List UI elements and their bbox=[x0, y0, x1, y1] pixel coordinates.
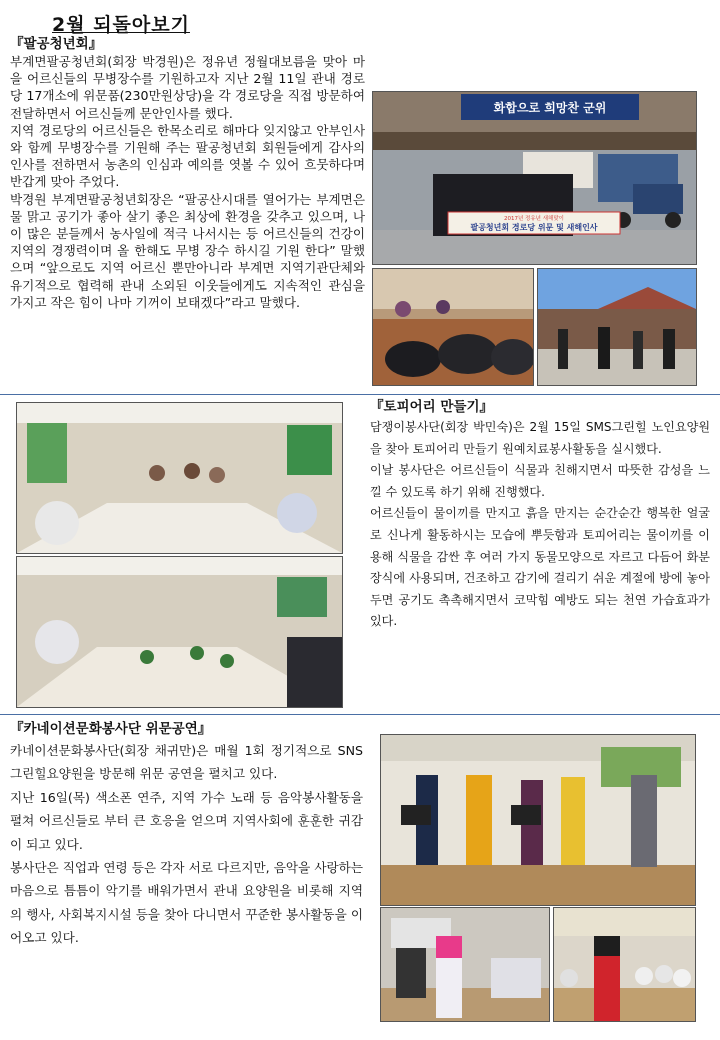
section-heading: 『팔공청년회』 bbox=[10, 36, 103, 52]
photo-bowing-inside bbox=[372, 268, 534, 386]
photo-singer-performance-1 bbox=[380, 907, 550, 1022]
paragraph: 담쟁이봉사단(회장 박민숙)은 2월 15일 SMS그린힐 노인요양원을 찾아 토피어리 만들기 원예치료봉사활동을 실시했다. bbox=[370, 420, 710, 456]
paragraph: 지난 16일(목) 색소폰 연주, 지역 가수 노래 등 음악봉사활동을 펼쳐 어르신들로 부터 큰 호응을 얻으며 지역사회에 훈훈한 귀감이 되고 있다. bbox=[10, 789, 363, 852]
section-body bbox=[10, 739, 363, 950]
photo-outdoor-visit bbox=[537, 268, 697, 386]
paragraph: 어르신들이 물이끼를 만지고 흙을 만지는 순간순간 행복한 얼굴로 신나게 활동하시는 모습에 뿌듯함과 토피어리는 물이끼를 이용해 식물을 감싼 후 여러 가지 동물모양으로 자르고 다듬어 화분장식에 사용되며, 건조하고 감기에 걸리기 쉬운 계절에 방에 놓아 두면 공기도 촉촉해지면서 코막힘 예방도 되는 천연 가습효과가 있다. bbox=[370, 506, 710, 629]
photo-singer-performance-2 bbox=[553, 907, 696, 1022]
banner-main-text: 팔공청년회 경로당 위문 및 새해인사 bbox=[470, 223, 598, 232]
paragraph: 봉사단은 직업과 연령 등은 각자 서로 다르지만, 음악을 사랑하는 마음으로 틈틈이 악기를 배워가면서 관내 요양원을 비롯해 지역의 행사, 사회복지시설 등을 찾아 다니면서 꾸준한 봉사활동을 이어오고 있다. bbox=[10, 860, 363, 946]
paragraph: 이날 봉사단은 어르신들이 식물과 친해지면서 따뜻한 감성을 느낄 수 있도록 하기 위해 진행했다. bbox=[370, 463, 710, 499]
section-carnation bbox=[10, 721, 363, 950]
page-title: 2월 되돌아보기 bbox=[52, 14, 190, 36]
section-body bbox=[370, 417, 710, 633]
photo-saxophone-performance bbox=[380, 734, 696, 906]
paragraph: 지역 경로당의 어르신들은 한목소리로 해마다 잊지않고 안부인사와 함께 무병장수를 기원해 주는 팔공청년회 회원들에게 감사의 인사를 전하면서 농촌의 인심과 예의를 엿볼 수 있어 흐뭇하다며 반갑게 맞아 주었다. bbox=[10, 122, 365, 190]
section-heading: 『토피어리 만들기』 bbox=[370, 399, 493, 415]
banner-small-text: 2017년 정유년 새해맞이 bbox=[504, 216, 564, 222]
paragraph: 카네이션문화봉사단(회장 채귀만)은 매월 1회 정기적으로 SNS그린힐요양원을 방문해 위문 공연을 펼치고 있다. bbox=[10, 743, 363, 782]
photo-topiary-session-2 bbox=[16, 556, 343, 708]
section-body bbox=[10, 53, 365, 311]
paragraph: 박경원 부계면팔공청년회장은 “팔공산시대를 열어가는 부계면은 물 맑고 공기가 좋아 살기 좋은 최상에 환경을 갖추고 있으며, 나이 많은 분들께서 농사일에 적극 나서시는 등 어르신들의 건강이 지역의 경쟁력이며 올 한해도 무병 장수 하시길 기원 한다” 말했으며 “앞으로도 지역 어르신 뿐만아니라 부계면 지역기관단체와 유기적으로 협력해 관내 소외된 이웃들에게도 지속적인 관심을 가지고 작은 힘이 나마 기꺼이 보태겠다”라고 말했다. bbox=[10, 191, 365, 310]
section-divider bbox=[0, 394, 720, 395]
photo-group-at-senior-center bbox=[372, 91, 697, 265]
paragraph: 부계면팔공청년회(회장 박경원)은 정유년 정월대보름을 맞아 마을 어르신들의 무병장수를 기원하고자 지난 2월 11일 관내 경로당 17개소에 위문품(230만원상당)을 각 경로당을 직접 방문하여 전달하면서 어르신들께 문안인사를 했다. bbox=[10, 54, 365, 121]
building-sign: 화합으로 희망찬 군위 bbox=[493, 101, 607, 115]
section-palgong bbox=[10, 36, 365, 311]
photo-topiary-session-1 bbox=[16, 402, 343, 554]
section-topiary bbox=[370, 399, 710, 633]
section-divider bbox=[0, 714, 720, 715]
section-heading: 『카네이션문화봉사단 위문공연』 bbox=[10, 721, 212, 737]
